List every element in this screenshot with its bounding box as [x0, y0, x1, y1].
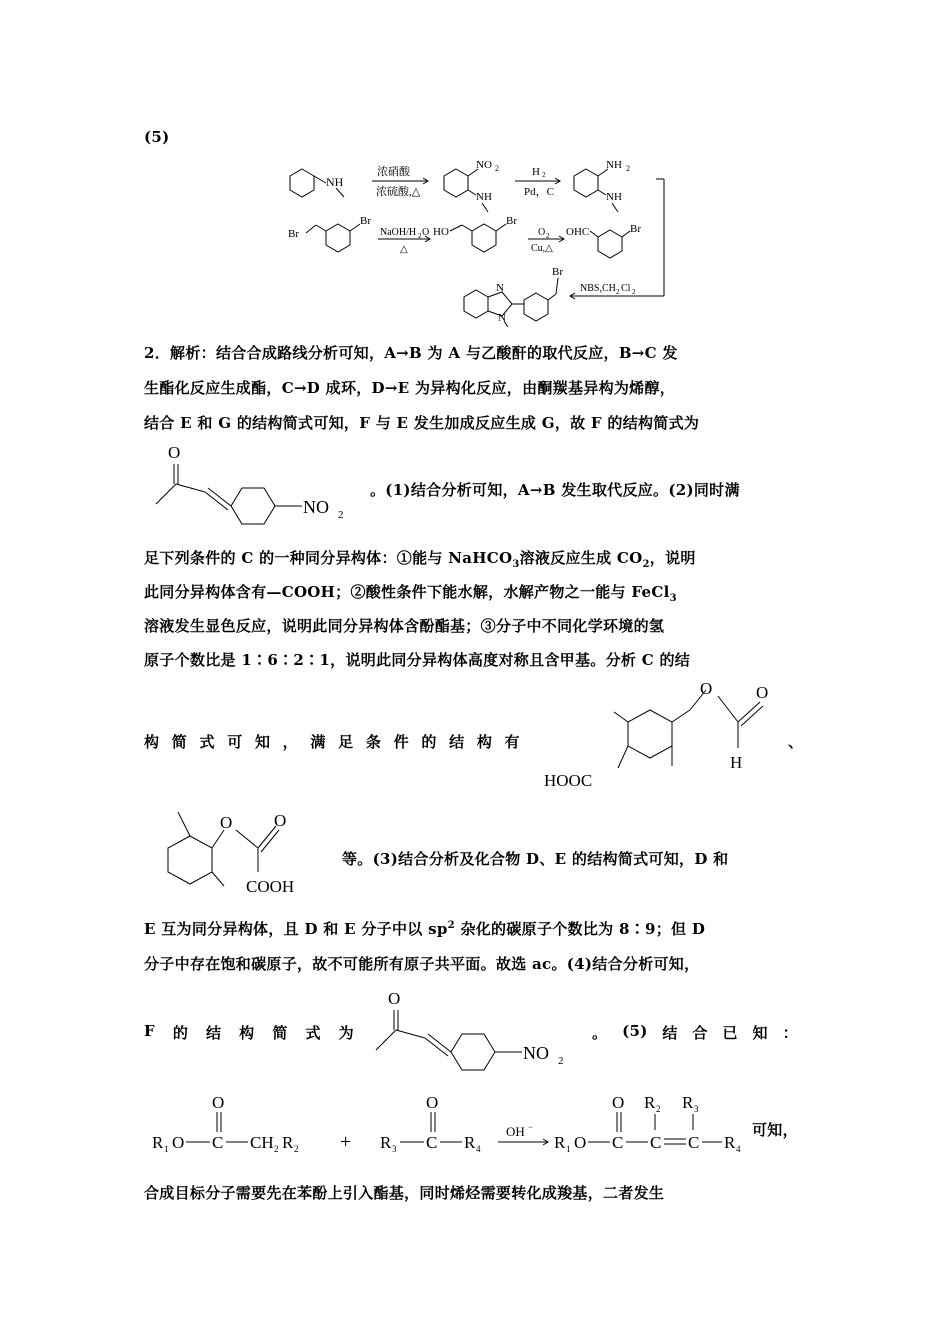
br-label: Br [360, 215, 371, 227]
benzene-ring [598, 230, 622, 258]
benzene-ring [472, 224, 496, 252]
br-label: Br [630, 223, 641, 235]
sub1: 1 [164, 1144, 169, 1154]
hooc-label: HOOC [544, 771, 593, 790]
benzene-ring [444, 169, 468, 197]
sub2: 2 [546, 232, 550, 240]
line-14-end: 可知， [752, 1121, 798, 1139]
cond4-bot: Cu,△ [531, 243, 553, 254]
sub2: 2 [626, 164, 630, 173]
line-4: 。(1)结合分析可知，A→B 发生取代反应。(2)同时满 [370, 481, 740, 499]
nh-label: NH [606, 191, 622, 203]
o-label: O [574, 1133, 587, 1152]
sub2: 2 [418, 232, 422, 240]
sub2: 2 [656, 1104, 661, 1114]
no2-label: NO [523, 1043, 549, 1063]
o-label: O [426, 1093, 439, 1112]
line-1-text: 结合合成路线分析可知，A→B 为 A 与乙酸酐的取代反应，B→C 发 [215, 344, 678, 362]
sub2: 2 [294, 1144, 299, 1154]
o-label: O [700, 679, 713, 698]
o-label: O [220, 813, 233, 832]
cond5: NBS,CH [580, 283, 616, 294]
sub2: 2 [274, 1144, 279, 1154]
nh-label: NH [326, 175, 344, 189]
plus-sign: + [340, 1131, 352, 1153]
r-label: R [380, 1133, 392, 1152]
cond3-top-end: O [422, 227, 430, 238]
cond1-top: 浓硝酸 [377, 166, 410, 178]
line-3: 结合 E 和 G 的结构简式可知，F 与 E 发生加成反应生成 G，故 F 的结构简式为 [144, 414, 700, 432]
line-6-a: 此同分异构体含有—COOH；②酸性条件下能水解，水解产物之一能与 FeCl [144, 583, 670, 601]
line-11: E 互为同分异构体，且 D 和 E 分子中以 $sp^2$ 杂化的碳原子个数比为 8∶9；但 D [144, 920, 706, 938]
line-10: 等。(3)结合分析及化合物 D、E 的结构简式可知，D 和 [342, 850, 729, 868]
line-13-end: 。 (5) 结 合 已 知 ： [592, 1022, 798, 1042]
line-2: 生酯化反应生成酯，C→D 成环，D→E 为异构化反应，由酮羰基异构为烯醇， [144, 379, 676, 397]
o-label: O [172, 1133, 185, 1152]
sub3: 3 [392, 1144, 397, 1154]
sub2: 2 [542, 171, 546, 179]
r-label: R [554, 1133, 566, 1152]
cond4-top: O [538, 227, 546, 238]
line-5-b: 溶液反应生成 CO [519, 549, 643, 567]
line-6 [144, 581, 677, 604]
minus-sign: − [528, 1122, 534, 1132]
oh-label: OH [506, 1124, 525, 1139]
o-label: O [388, 989, 401, 1008]
c-label: C [650, 1133, 662, 1152]
r-label: R [152, 1133, 164, 1152]
ch-label: CH [250, 1133, 274, 1152]
benzene-ring [524, 293, 548, 321]
sub2: 2 [338, 509, 344, 521]
o-label: O [274, 811, 287, 830]
question-5-label: (5) [144, 128, 170, 146]
line-5-c: ，说明 [649, 549, 696, 567]
line-9-end: 、 [788, 733, 804, 751]
line-7: 溶液发生显色反应，说明此同分异构体含酚酯基；③分子中不同化学环境的氢 [144, 617, 665, 635]
cond2-bot: Pd，C [524, 186, 554, 198]
structure-f-1 [150, 440, 365, 525]
nh2-label: NH [606, 159, 622, 171]
benzene-ring [574, 169, 598, 197]
synthesis-scheme [280, 155, 680, 330]
sub3: 3 [694, 1104, 699, 1114]
c-label: C [688, 1133, 700, 1152]
o-label: O [212, 1093, 225, 1112]
benzene-ring [451, 1034, 495, 1070]
o-label: O [612, 1093, 625, 1112]
benzene-ring [326, 224, 350, 252]
r-label: R [464, 1133, 476, 1152]
benzimidazole-benzene [464, 290, 488, 318]
no2-label: NO [303, 497, 329, 517]
isomer-structure-1 [540, 678, 780, 798]
line-5 [144, 547, 696, 570]
line-5-a: 足下列条件的 C 的一种同分异构体：①能与 NaHCO [144, 549, 513, 567]
benzene-ring [290, 169, 314, 197]
br-label: Br [552, 266, 563, 278]
no2-label: NO [476, 159, 492, 171]
br-label: Br [506, 215, 517, 227]
structure-f-2 [370, 986, 585, 1071]
cond1-bot: 浓硫酸,△ [376, 186, 421, 198]
cond5-mid: Cl [621, 283, 631, 294]
cooh-label: COOH [246, 877, 295, 896]
benzene-ring [231, 488, 275, 524]
sub3: 3 [512, 559, 520, 570]
o-label: O [168, 443, 181, 462]
sub2: 2 [558, 1055, 564, 1067]
line-13: F 的 结 构 简 式 为 [144, 1022, 354, 1042]
line-8: 原子个数比是 1∶6∶2∶1，说明此同分异构体高度对称且含甲基。分析 C 的结 [144, 651, 691, 669]
r-label: R [644, 1093, 656, 1112]
r-label: R [724, 1133, 736, 1152]
sub4: 4 [476, 1144, 481, 1154]
r-label: R [682, 1093, 694, 1112]
ohc-label: OHC [566, 226, 590, 238]
isomer-structure-2 [150, 808, 340, 900]
sub2: 2 [616, 288, 620, 296]
cond3-top: NaOH/H [380, 227, 417, 238]
known-reaction-equation [148, 1086, 748, 1158]
analysis-label: 2．解析： [144, 344, 216, 362]
nh-label: NH [476, 191, 492, 203]
sub4: 4 [736, 1144, 741, 1154]
sub3: 3 [669, 593, 677, 604]
sub2: 2 [495, 164, 499, 173]
c-label: C [212, 1133, 224, 1152]
cond3-bot: △ [400, 244, 408, 255]
r-label: R [282, 1133, 294, 1152]
ho-label: HO [433, 226, 449, 238]
c-label: C [426, 1133, 438, 1152]
sub2: 2 [642, 559, 650, 570]
c-label: C [612, 1133, 624, 1152]
cond2-top: H [532, 166, 540, 178]
sub1: 1 [566, 1144, 571, 1154]
o-label: O [756, 683, 769, 702]
n-label: N [498, 312, 506, 324]
line-9: 构 简 式 可 知 ， 满 足 条 件 的 结 构 有 [144, 733, 520, 751]
br-label: Br [288, 228, 299, 240]
n-label: N [496, 282, 504, 294]
line-12: 分子中存在饱和碳原子，故不可能所有原子共平面。故选 ac。(4)结合分析可知， [144, 955, 700, 973]
line-15: 合成目标分子需要先在苯酚上引入酯基，同时烯烃需要转化成羧基，二者发生 [144, 1184, 665, 1202]
line-1 [144, 342, 678, 363]
h-label: H [730, 753, 743, 772]
benzene-ring [168, 836, 212, 884]
benzene-ring [628, 710, 672, 758]
sub2: 2 [632, 288, 636, 296]
